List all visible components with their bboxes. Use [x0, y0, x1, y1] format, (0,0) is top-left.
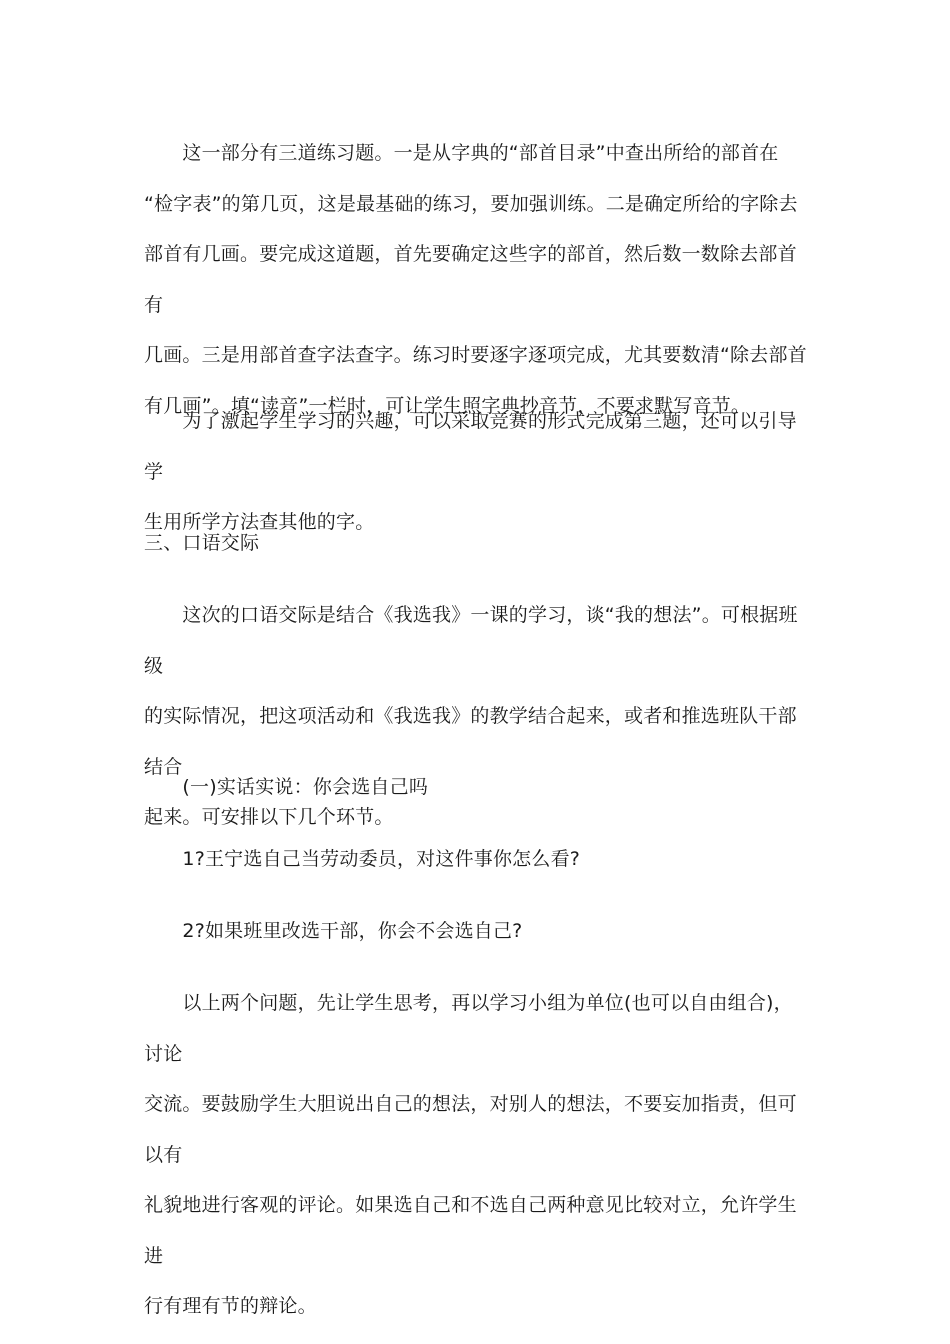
paragraph-oral-communication-intro: 这次的口语交际是结合《我选我》一课的学习，谈“我的想法”。可根据班级 的实际情况，把这项活动和《我选我》的教学结合起来，或者和推选班队干部结合 起来。可安排以下几个环节。	[144, 604, 798, 828]
section-heading-oral-communication: 三、口语交际	[144, 532, 260, 554]
paragraph-exercise-description: 这一部分有三道练习题。一是从字典的“部首目录”中查出所给的部首在 “检字表”的第几页，这是最基础的练习，要加强训练。二是确定所给的字除去 部首有几画。要完成这道题，首先要确定这些字的部首，然后数一数除去部首有 几画。三是用部首查字法查字。练习时要逐字逐项完成，尤其要数清“除去部首 有几画”。填“读音”一栏时，可让学生照字典抄音节，不要求默写音节。	[144, 142, 807, 417]
question-2: 2?如果班里改选干部，你会不会选自己?	[144, 920, 523, 942]
question-1: 1?王宁选自己当劳动委员，对这件事你怎么看?	[144, 848, 581, 870]
subheading-tell-the-truth: (一)实话实说：你会选自己吗	[144, 776, 429, 798]
paragraph-discussion-guidance: 以上两个问题，先让学生思考，再以学习小组为单位(也可以自由组合)，讨论 交流。要鼓励学生大胆说出自己的想法，对别人的想法，不要妄加指责，但可以有 礼貌地进行客观的评论。如果选自己和不选自己两种意见比较对立，允许学生进 行有理有节的辩论。	[144, 992, 797, 1317]
paragraph-interest-competition: 为了激起学生学习的兴趣，可以采取竞赛的形式完成第三题，还可以引导学 生用所学方法查其他的字。	[144, 410, 797, 533]
